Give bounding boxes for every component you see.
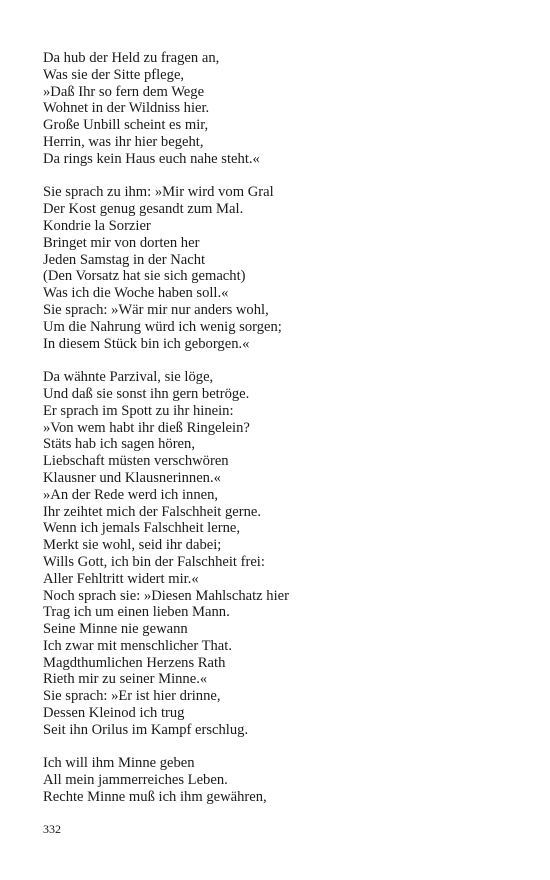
verse-line: Was sie der Sitte pflege, [43, 66, 185, 83]
verse-line: Rieth mir zu seiner Minne.« [43, 671, 208, 688]
verse-line: Ich zwar mit menschlicher That. [43, 637, 232, 654]
stanza [43, 755, 523, 805]
verse-line: Klausner und Klausnerinnen.« [43, 469, 221, 486]
verse-line: »Von wem habt ihr dieß Ringelein? [43, 419, 250, 436]
verse-line: Seine Minne nie gewann [43, 621, 188, 638]
verse-line: Kondrie la Sorzier [43, 217, 151, 234]
stanza [43, 184, 523, 352]
verse-line: All mein jammerreiches Leben. [43, 772, 228, 789]
verse-line: Sie sprach: »Er ist hier drinne, [43, 688, 221, 705]
verse-line: Dessen Kleinod ich trug [43, 705, 185, 722]
verse-line: Da rings kein Haus euch nahe steht.« [43, 150, 260, 167]
page-number: 332 [43, 822, 61, 836]
verse-line: Da hub der Held zu fragen an, [43, 50, 220, 66]
verse-line: Wenn ich jemals Falschheit lerne, [43, 520, 240, 537]
verse-line: Magdthumlichen Herzens Rath [43, 654, 226, 671]
verse-line: Trag ich um einen lieben Mann. [43, 604, 230, 621]
verse-line: Stäts hab ich sagen hören, [43, 436, 195, 453]
verse-line: Sie sprach: »Wär mir nur anders wohl, [43, 301, 269, 318]
verse-line: Aller Fehltritt widert mir.« [43, 570, 199, 587]
page-body [43, 50, 523, 806]
verse-line: (Den Vorsatz hat sie sich gemacht) [43, 268, 246, 285]
stanza [43, 50, 523, 168]
verse-line: Noch sprach sie: »Diesen Mahlschatz hier [43, 587, 289, 604]
verse-line: »An der Rede werd ich innen, [43, 486, 219, 503]
verse-line: Um die Nahrung würd ich wenig sorgen; [43, 318, 282, 335]
verse-line: »Daß Ihr so fern dem Wege [43, 83, 205, 100]
verse-line: Ihr zeihtet mich der Falschheit gerne. [43, 503, 262, 520]
verse-line: Was ich die Woche haben soll.« [43, 285, 229, 302]
verse-line: Liebschaft müsten verschwören [43, 453, 229, 470]
verse-line: Wohnet in der Wildniss hier. [43, 100, 210, 117]
verse-line: Er sprach im Spott zu ihr hinein: [43, 402, 234, 419]
verse-line: Seit ihn Orilus im Kampf erschlug. [43, 721, 249, 738]
verse-line: Und daß sie sonst ihn gern betröge. [43, 385, 250, 402]
verse-line: Merkt sie wohl, seid ihr dabei; [43, 537, 222, 554]
stanza [43, 369, 523, 739]
verse-line: Wills Gott, ich bin der Falschheit frei: [43, 553, 265, 570]
verse-line: Bringet mir von dorten her [43, 234, 200, 251]
verse-line: In diesem Stück bin ich geborgen.« [43, 335, 250, 352]
verse-line: Große Unbill scheint es mir, [43, 117, 209, 134]
verse-line: Herrin, was ihr hier begeht, [43, 133, 204, 150]
verse-line: Sie sprach zu ihm: »Mir wird vom Gral [43, 184, 274, 201]
verse-line: Ich will ihm Minne geben [43, 755, 195, 772]
verse-line: Da wähnte Parzival, sie löge, [43, 369, 214, 386]
verse-line: Jeden Samstag in der Nacht [43, 251, 206, 268]
verse-line: Rechte Minne muß ich ihm gewähren, [43, 789, 267, 806]
verse-line: Der Kost genug gesandt zum Mal. [43, 201, 244, 218]
